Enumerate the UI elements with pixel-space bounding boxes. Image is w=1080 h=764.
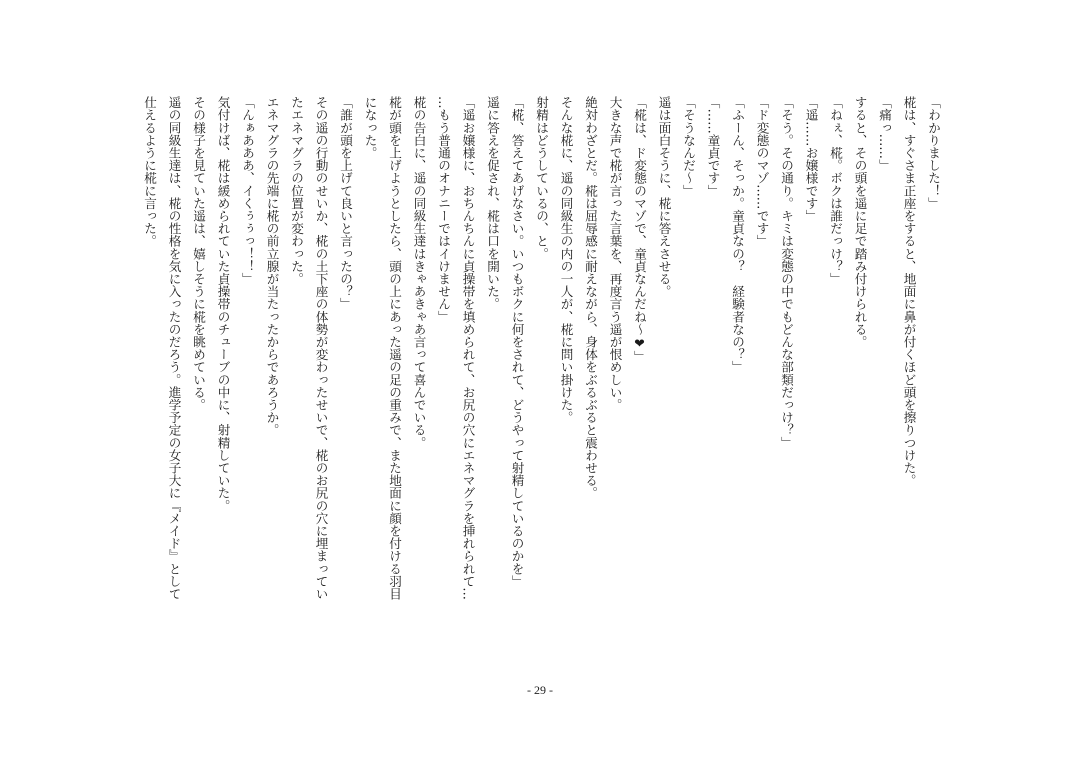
text-line: 「そうなんだ～」 [681,96,696,197]
text-line: 「遥……お嬢様です」 [803,96,819,222]
text-line: …もう普通のオナニーではイけません」 [436,96,451,323]
text-line: 仕えるように椛に言った。 [142,96,157,248]
text-line: 遥の同級生達は、椛の性格を気に入ったのだろう。進学予定の女子大に『メイド』として [166,96,182,600]
text-line: 「んぁあああ、イくぅぅっ！！」 [240,96,255,285]
text-line: その様子を見ていた遥は、嬉しそうに椛を眺めている。 [191,96,206,411]
text-line: 「痛っ……」 [877,96,892,172]
text-line: 遥に答えを促され、椛は口を開いた。 [485,96,500,311]
text-line: 気付けば、椛は緩められていた貞操帯のチューブの中に、射精していた。 [215,96,231,512]
text-line: 「誰が頭を上げて良いと言ったの？」 [338,96,353,311]
text-line: 大きな声で椛が言った言葉を、再度言う遥が恨めしい。 [607,96,623,411]
text-line: 射精はどうしているの、と。 [534,96,549,260]
text-line: 椛が頭を上げようとしたら、頭の上にあった遥の足の重みで、また地面に顔を付ける羽目 [387,96,402,600]
text-line: 「椛、答えてあげなさい。いつもボクに何をされて、どうやって射精しているのかを」 [509,96,525,588]
vertical-text-body [137,96,946,666]
text-line: エネマグラの先端に椛の前立腺が当たったからであろうか。 [264,96,280,437]
text-line: 「遥お嬢様に、おちんちんに貞操帯を填められて、お尻の穴にエネマグラを挿れられて… [460,96,476,600]
text-line: 「……童貞です」 [705,96,721,197]
text-line: 「椛は、ド変態のマゾで、童貞なんだね～❤」 [632,96,647,363]
text-line: 「ド変態のマゾ……です」 [754,96,770,248]
text-line: たエネマグラの位置が変わった。 [289,96,304,285]
page-number: - 29 - [527,683,553,697]
text-line: 椛の告白に、遥の同級生達はきゃあきゃあ言って喜んでいる。 [411,96,427,449]
text-line: 「ねぇ、椛。ボクは誰だっけ？」 [828,96,843,285]
text-line: そんな椛に、遥の同級生の内の一人が、椛に問い掛けた。 [558,96,574,424]
text-line: 「そう。その通り。キミは変態の中でもどんな部類だっけ？」 [779,96,794,449]
text-line: すると、その頭を遥に足で踏み付けられる。 [852,96,868,348]
text-line: その遥の行動のせいか、椛の土下座の体勢が変わったせいで、椛のお尻の穴に埋まってい [313,96,329,600]
text-line: 椛は、すぐさま正座をすると、地面に鼻が付くほど頭を擦りつけた。 [901,96,917,487]
text-line: 「わかりました！」 [926,96,941,210]
text-line: になった。 [362,96,378,159]
text-line: 「ふーん、そっか。童貞なの？ 経験者なの？」 [730,96,745,374]
text-line: 絶対わざとだ。椛は屈辱感に耐えながら、身体をぶるぶると震わせる。 [583,96,598,500]
text-line: 遥は面白そうに、椛に答えさせる。 [656,96,672,298]
